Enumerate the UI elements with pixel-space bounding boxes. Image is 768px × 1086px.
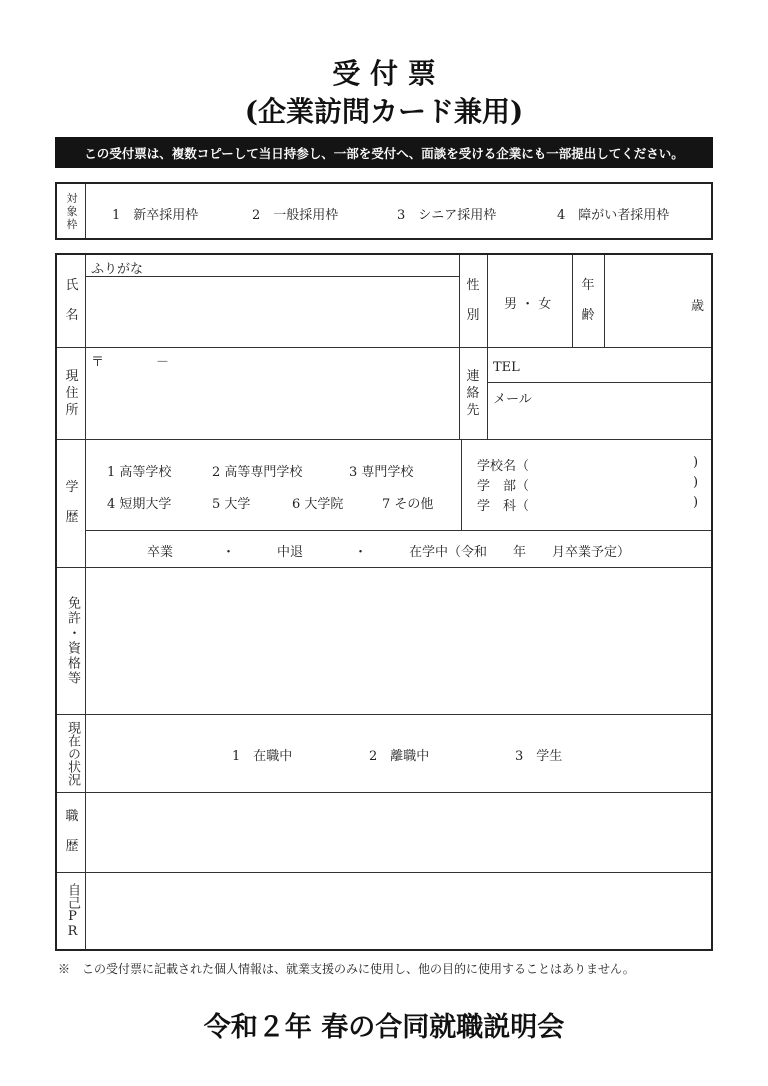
paren-close: ) [693,495,699,510]
address-label: 現 住 所 [65,368,79,418]
gender-options[interactable]: 男 ・ 女 [504,297,552,312]
name-input[interactable] [87,279,457,345]
career-label: 職 歴 [65,809,79,854]
target-option[interactable]: 3 シニア採用枠 [397,208,497,223]
tel-field[interactable]: TEL [493,360,520,375]
faculty-field[interactable]: 学 部（ [477,479,530,494]
form-title: 受 付 票 [332,57,436,90]
furigana-label: ふりがな [91,262,144,277]
mail-field[interactable]: メール [493,392,532,407]
current-status-label [57,714,87,792]
graduation-status[interactable]: 卒業 [147,545,174,560]
privacy-note: ※ この受付票に記載された個人情報は、就業支援のみに使用し、他の目的に使用することはありません。 [58,962,635,976]
education-label: 学 歴 [65,480,79,525]
education-option[interactable]: 5 大学 [212,497,251,512]
target-label: 対 象 枠 [66,191,78,231]
gender-label: 性 別 [466,278,480,323]
event-title: 令和２年 春の合同就職説明会 [203,1012,565,1043]
separator: ・ [222,545,236,560]
separator: ・ [354,545,368,560]
self-pr-label-text: 自己PR [65,882,80,939]
current-status-label-text: 現在の状況 [65,720,80,786]
education-option[interactable]: 6 大学院 [292,497,344,512]
target-option[interactable]: 2 一般採用枠 [252,208,339,223]
graduation-status[interactable]: 在学中（令和 年 月卒業予定） [409,545,631,560]
education-option[interactable]: 3 専門学校 [349,465,414,480]
age-unit: 歳 [691,299,705,314]
paren-close: ) [693,455,699,470]
education-option[interactable]: 2 高等専門学校 [212,465,303,480]
education-option[interactable]: 7 その他 [382,497,434,512]
target-section [55,182,713,240]
form-subtitle: (企業訪問カード兼用) [244,95,524,128]
postal-code[interactable]: 〒 － [91,355,170,370]
license-input[interactable] [87,569,709,712]
license-label [57,567,87,714]
career-input[interactable] [87,794,709,870]
graduation-status[interactable]: 中退 [277,545,304,560]
status-option[interactable]: 2 離職中 [369,749,430,764]
main-table [55,253,713,951]
status-option[interactable]: 1 在職中 [232,749,293,764]
target-option[interactable]: 1 新卒採用枠 [112,208,199,223]
self-pr-input[interactable] [87,874,709,947]
self-pr-label [57,872,87,949]
license-label-text: 免許・資格等 [65,595,80,686]
instruction-banner: この受付票は、複数コピーして当日持参し、一部を受付へ、面談を受ける企業にも一部提出してください。 [55,137,713,168]
target-option[interactable]: 4 障がい者採用枠 [557,208,670,223]
contact-label: 連 絡 先 [466,368,480,418]
department-field[interactable]: 学 科（ [477,499,530,514]
education-option[interactable]: 1 高等学校 [107,465,172,480]
paren-close: ) [693,475,699,490]
age-label: 年 齢 [581,278,595,323]
school-name-field[interactable]: 学校名（ [477,459,530,474]
status-option[interactable]: 3 学生 [515,749,563,764]
education-option[interactable]: 4 短期大学 [107,497,172,512]
name-label: 氏 名 [65,278,79,323]
